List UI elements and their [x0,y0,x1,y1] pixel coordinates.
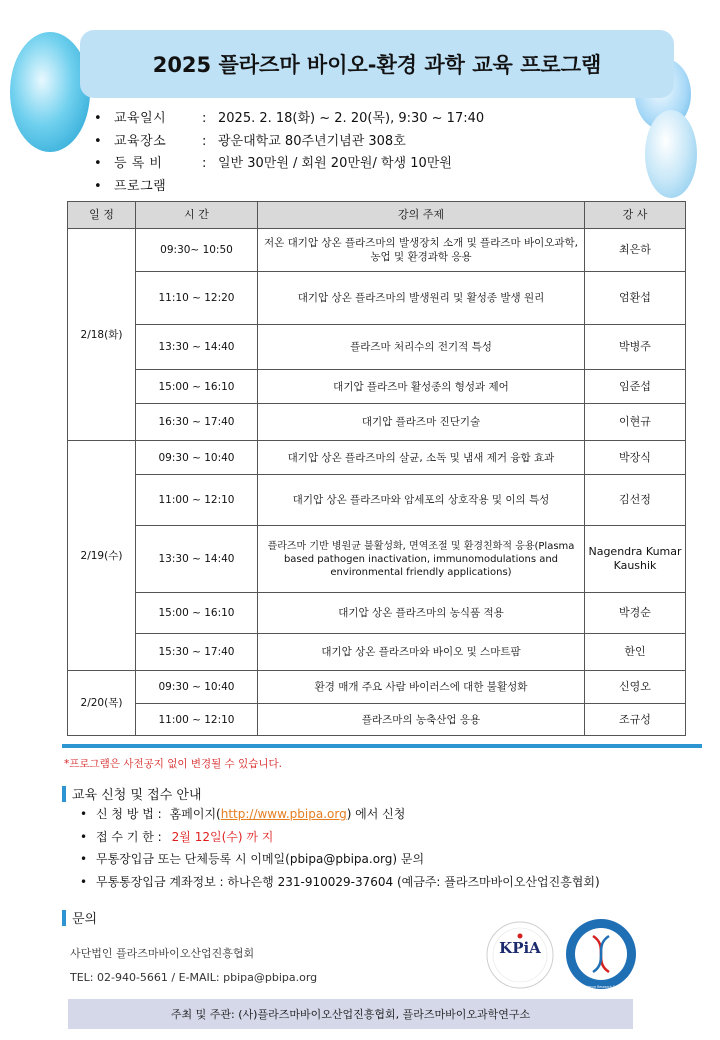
time-cell: 09:30~ 10:50 [136,229,258,272]
topic-cell: 대기압 상온 플라즈마와 바이오 및 스마트팜 [258,634,585,671]
instructor-cell: 김선정 [585,475,686,526]
instructor-cell: 박병주 [585,325,686,370]
instructor-cell: 한인 [585,634,686,671]
bullet-icon: • [94,133,102,149]
topic-cell: 플라즈마 기반 병원균 불활성화, 면역조절 및 환경친화적 응용(Plasma based pathogen inactivation, immunomodulations and environmental friendly applications) [258,526,585,593]
contact-section-heading [62,908,97,927]
bullet-icon: • [80,829,88,844]
info-venue [94,131,484,154]
apply-email [80,848,600,871]
table-row [68,593,686,634]
bullet-icon: • [94,178,102,194]
info-label: 프로그램 [114,178,167,194]
day-cell: 2/18(화) [68,229,136,441]
info-program [94,176,484,199]
section-divider [62,744,702,748]
apply-method [80,803,600,826]
colon: : [202,133,207,149]
bullet-icon: • [80,874,88,889]
decorative-bubble-right-bottom [645,110,697,198]
instructor-cell: 이현규 [585,404,686,441]
info-date [94,108,484,131]
bullet-icon: • [80,852,88,866]
table-row [68,526,686,593]
contact-info [70,942,317,990]
page-title: 2025 플라즈마 바이오-환경 과학 교육 프로그램 [152,53,602,77]
topic-cell: 대기압 상온 플라즈마와 암세포의 상호작용 및 이의 특성 [258,475,585,526]
table-row [68,272,686,325]
bullet-icon: • [94,156,102,171]
homepage-link[interactable]: http://www.pbipa.org [220,807,347,821]
account-line: 무통통장입금 계좌정보 : 하나은행 231-910029-37604 (예금주: 플라즈마바이오산업진흥협회) [96,874,600,889]
topic-cell: 대기압 플라즈마 활성종의 형성과 제어 [258,370,585,404]
method-prefix: 홈페이지( [169,807,221,821]
apply-section-heading [62,784,202,803]
topic-cell: 환경 매개 주요 사람 바이러스에 대한 불활성화 [258,671,585,704]
topic-cell: 대기압 상온 플라즈마의 살균, 소독 및 냄새 제거 융합 효과 [258,441,585,475]
decorative-bubble-left [10,32,90,152]
apply-heading-text: 교육 신청 및 접수 안내 [72,788,202,803]
time-cell: 15:00 ~ 16:10 [136,370,258,404]
instructor-cell: Nagendra Kumar Kaushik [585,526,686,593]
instructor-cell: 박경순 [585,593,686,634]
colon: : [202,111,207,126]
deadline-value: 2월 12일(수) 까 지 [171,829,274,844]
topic-cell: 플라즈마 처리수의 전기적 특성 [258,325,585,370]
time-cell: 09:30 ~ 10:40 [136,441,258,475]
header-instructor: 강 사 [585,202,686,229]
contact-org: 사단법인 플라즈마바이오산업진흥협회 [70,947,255,960]
method-suffix: ) 에서 신청 [346,807,406,821]
time-cell: 15:00 ~ 16:10 [136,593,258,634]
apply-account [80,871,600,894]
table-row [68,325,686,370]
table-row [68,634,686,671]
header-date: 일 정 [68,202,136,229]
time-cell: 15:30 ~ 17:40 [136,634,258,671]
time-cell: 13:30 ~ 14:40 [136,325,258,370]
time-cell: 11:00 ~ 12:10 [136,704,258,736]
instructor-cell: 엄환섭 [585,272,686,325]
email-line: 무통장입금 또는 단체등록 시 이메일(pbipa@pbipa.org) 문의 [96,852,425,866]
footer-text: 주최 및 주관: (사)플라즈마바이오산업진흥협회, 플라즈마바이오과학연구소 [170,1008,531,1021]
info-list [94,108,484,198]
table-row [68,475,686,526]
title-banner [80,30,674,98]
info-value: 일반 30만원 / 회원 20만원/ 학생 10만원 [218,156,452,171]
time-cell: 16:30 ~ 17:40 [136,404,258,441]
time-cell: 11:00 ~ 12:10 [136,475,258,526]
bullet-icon: • [94,111,102,126]
topic-cell: 저온 대기압 상온 플라즈마의 발생장치 소개 및 플라즈마 바이오과학, 농업 및 환경과학 응용 [258,229,585,272]
footer-banner [68,999,633,1029]
info-value: 광운대학교 80주년기념관 308호 [218,133,406,149]
deadline-label: 접 수 기 한 : [96,829,162,844]
instructor-cell: 박장식 [585,441,686,475]
heading-bar [62,786,66,802]
table-row [68,441,686,475]
time-cell: 11:10 ~ 12:20 [136,272,258,325]
method-label: 신 청 방 법 : [96,807,162,821]
day-cell: 2/20(목) [68,671,136,736]
day-cell: 2/19(수) [68,441,136,671]
time-cell: 09:30 ~ 10:40 [136,671,258,704]
table-row [68,671,686,704]
table-row [68,404,686,441]
apply-list [80,803,600,893]
contact-phone-email: TEL: 02-940-5661 / E-MAIL: pbipa@pbipa.org [70,971,318,984]
instructor-cell: 임준섭 [585,370,686,404]
table-row [68,704,686,736]
info-value: 2025. 2. 18(화) ~ 2. 20(목), 9:30 ~ 17:40 [218,111,485,126]
topic-cell: 플라즈마의 농축산업 응용 [258,704,585,736]
header-time: 시 간 [136,202,258,229]
kpia-logo-text: KPiA [499,939,541,957]
pbrc-logo-icon [565,918,637,990]
topic-cell: 대기압 상온 플라즈마의 농식품 적용 [258,593,585,634]
topic-cell: 대기압 플라즈마 진단기술 [258,404,585,441]
topic-cell: 대기압 상온 플라즈마의 발생원리 및 활성종 발생 원리 [258,272,585,325]
info-fee [94,153,484,176]
info-label: 교육장소 [114,133,167,149]
instructor-cell: 신영오 [585,671,686,704]
bullet-icon: • [80,807,88,821]
change-notice: *프로그램은 사전공지 없이 변경될 수 있습니다. [64,758,282,770]
pbrc-logo-text: Plasma Bioscience Research Center (PBRC) [566,985,636,989]
time-cell: 13:30 ~ 14:40 [136,526,258,593]
instructor-cell: 조규성 [585,704,686,736]
header-topic: 강의 주제 [258,202,585,229]
table-row [68,370,686,404]
schedule-table [67,201,686,736]
table-header-row [68,202,686,229]
contact-heading-text: 문의 [72,912,98,927]
apply-deadline [80,826,600,849]
info-label: 교육일시 [114,111,167,126]
table-row [68,229,686,272]
info-label: 등 록 비 [114,156,163,171]
instructor-cell: 최은하 [585,229,686,272]
colon: : [202,156,207,171]
kpia-logo-icon [485,920,555,990]
heading-bar [62,910,66,926]
